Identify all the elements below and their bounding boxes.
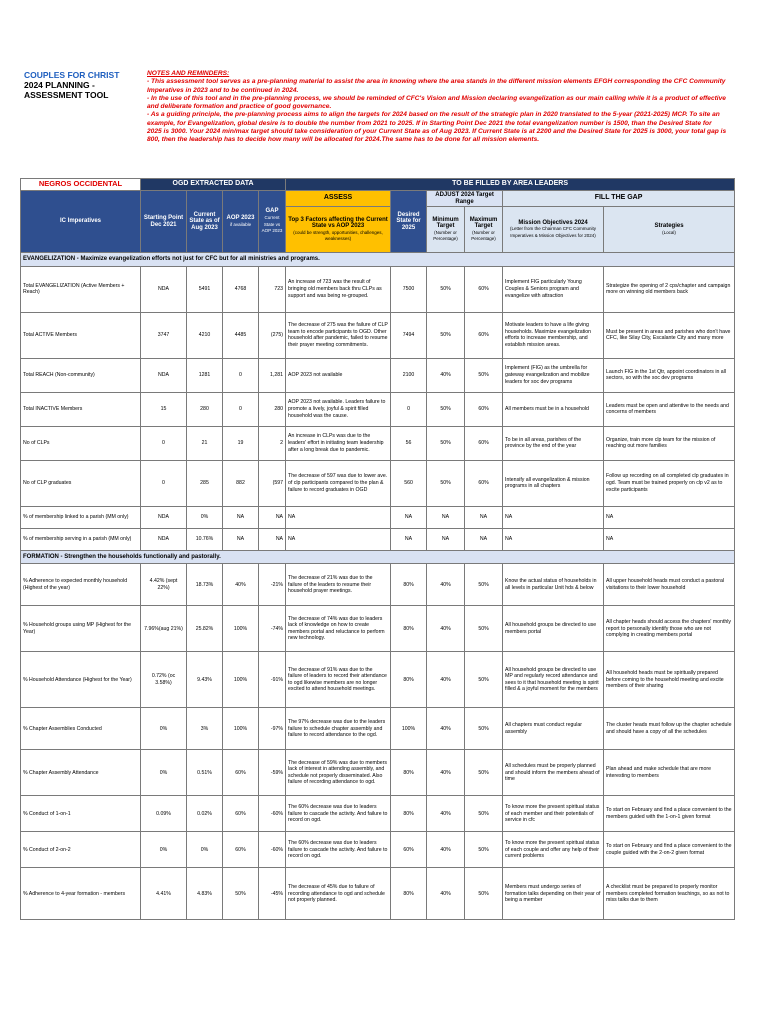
aop-cell: 60% [223,796,259,832]
table-row [21,528,735,550]
gap-cell: NA [259,528,286,550]
desired-cell: 80% [391,750,427,796]
current-cell: 0.51% [187,750,223,796]
ogd-header: OGD EXTRACTED DATA [141,179,286,191]
factors-cell: An increase in CLPs was due to the leaders' effort in initiating team leadership after a long break due to pandemic. [286,426,391,460]
aop-cell: 0 [223,358,259,392]
mission-cell: All household groups be directed to use MP and regularly record attendance and sees to it that household meeting is spirit filled & a joyful moment for the members [503,652,604,708]
aop-cell: 60% [223,750,259,796]
desired-cell: 80% [391,796,427,832]
min-cell: 40% [427,358,465,392]
ic-cell: % of membership linked to a parish (MM only) [21,506,141,528]
gap-cell: -59% [259,750,286,796]
mission-cell: All members must be in a household [503,392,604,426]
col-current: Current State as of Aug 2023 [187,191,223,253]
desired-cell: 7494 [391,312,427,358]
aop-cell: NA [223,528,259,550]
table-row [21,796,735,832]
current-cell: 0.02% [187,796,223,832]
mission-cell: Know the actual status of households in all levels in particular Unit hds & below [503,564,604,606]
mission-cell: Implement FIG particularly Young Couples & Seniors program and evangelize with attraction [503,266,604,312]
max-cell: NA [465,528,503,550]
max-cell: 60% [465,426,503,460]
min-cell: NA [427,506,465,528]
adjust-header: ADJUST 2024 Target Range [427,191,503,207]
desired-cell: NA [391,506,427,528]
assessment-table [20,178,735,920]
ic-cell: % Conduct of 2-on-2 [21,832,141,868]
ic-cell: Total INACTIVE Members [21,392,141,426]
table-row [21,832,735,868]
col-desired: Desired State for 2025 [391,191,427,253]
aop-cell: 100% [223,708,259,750]
assess-header: ASSESS [286,191,391,207]
note-item: - As a guiding principle, the pre-planning process aims to align the targets for 2024 based on the result of the strategic plan in 2020 translated to the 5-year (2021-2025) MCP. To site an example, for Evangelization, global desire is to double the number from 2021 to 2025. If in Starting Point Dec 2021 the total evangelization number is 1500, than the Desired State for 2025 is 3000. Your 2024 min/max target should take consideration of your Current State as of Aug 2023. If Current State is at 2200 and the Desired State for 2025 is 3000, your total gap is 800, then the leadership has to decide how many will be allocated for 2024.The same has to be done for all mission elements. [147,111,727,144]
start-cell: 0% [141,832,187,868]
aop-cell: 60% [223,832,259,868]
max-cell: 50% [465,832,503,868]
note-item: - This assessment tool serves as a pre-planning material to assist the area in knowing where the area stands in the different mission elements EFGH corresponding the CFC Community Imperatives in 2023 and to be continued in 2024. [147,78,726,94]
ic-cell: % of membership serving in a parish (MM only) [21,528,141,550]
strategy-cell: Must be present in areas and parishes who don't have CFC, like Silay City, Escalante City and many more [604,312,735,358]
factors-cell: The decrease of 91% was due to the failure of leaders to record their attendance to ogd likewise members are no longer excited to attend household meetings. [286,652,391,708]
mission-cell: All schedules must be properly planned and should inform the members ahead of time [503,750,604,796]
current-cell: 9.43% [187,652,223,708]
col-gap: GAP Current State vs AOP 2023 [259,191,286,253]
mission-cell: Members must undergo series of formation talks depending on their year of being a member [503,868,604,920]
start-cell: 7.96%(aug 21%) [141,606,187,652]
strategy-cell: Strategize the opening of 2 cps/chapter and campaign more on winning old members back [604,266,735,312]
col-strategies: Strategies (Local) [604,207,735,253]
current-cell: 3% [187,708,223,750]
max-cell: 60% [465,312,503,358]
max-cell: 50% [465,708,503,750]
desired-cell: 80% [391,564,427,606]
ic-cell: Total EVANGELIZATION (Active Members + Reach) [21,266,141,312]
start-cell: NDA [141,506,187,528]
min-cell: 50% [427,392,465,426]
aop-cell: 4768 [223,266,259,312]
table-row [21,460,735,506]
strategy-cell: All chapter heads should access the chapters' monthly report to personally identify those who are not complying in creating members portal [604,606,735,652]
ic-cell: % Household groups using MP (Highest for the Year) [21,606,141,652]
current-cell: 280 [187,392,223,426]
gap-cell: -45% [259,868,286,920]
ic-cell: % Chapter Assembly Attendance [21,750,141,796]
current-cell: 0% [187,506,223,528]
strategy-cell: Organize, train more clp team for the mission of reaching out more families [604,426,735,460]
mission-cell: All chapters must conduct regular assembly [503,708,604,750]
desired-cell: 80% [391,868,427,920]
min-cell: 40% [427,832,465,868]
mission-cell: Intensify all evangelization & mission programs in all chapters [503,460,604,506]
max-cell: 50% [465,652,503,708]
current-cell: 4210 [187,312,223,358]
factors-cell: The 60% decrease was due to leaders failure to cascade the activity. And failure to record on ogd. [286,796,391,832]
desired-cell: 80% [391,606,427,652]
min-cell: 50% [427,312,465,358]
min-cell: 40% [427,708,465,750]
start-cell: 0.09% [141,796,187,832]
min-cell: 40% [427,606,465,652]
mission-cell: NA [503,506,604,528]
max-cell: 50% [465,564,503,606]
desired-cell: 56 [391,426,427,460]
min-cell: 50% [427,426,465,460]
start-cell: 4.41% [141,868,187,920]
desired-cell: NA [391,528,427,550]
header-block [24,70,144,100]
gap-cell: -60% [259,832,286,868]
current-cell: 21 [187,426,223,460]
factors-cell: The decrease of 45% due to failure of recording attendance to ogd and schedule not properly planned. [286,868,391,920]
strategy-cell: The cluster heads must follow up the chapter schedule and should have a copy of all the schedules [604,708,735,750]
gap-cell: 2 [259,426,286,460]
table-row [21,708,735,750]
desired-cell: 2100 [391,358,427,392]
ic-cell: % Household Attendance (Highest for the Year) [21,652,141,708]
section-formation: FORMATION - Strengthen the households functionally and pastorally. [21,550,735,564]
factors-cell: The 60% decrease was due to leaders failure to cascade the activity. And failure to record on ogd. [286,832,391,868]
current-cell: 25.82% [187,606,223,652]
start-cell: NDA [141,266,187,312]
table-row [21,358,735,392]
aop-cell: 19 [223,426,259,460]
ic-cell: % Adherence to 4-year formation - members [21,868,141,920]
table-row [21,606,735,652]
aop-cell: 40% [223,564,259,606]
start-cell: NDA [141,358,187,392]
table-row [21,506,735,528]
min-cell: 50% [427,266,465,312]
max-cell: 60% [465,460,503,506]
max-cell: 60% [465,266,503,312]
table-row [21,392,735,426]
col-mission: Mission Objectives 2024 (Letter from the Chairman CFC Community Imperatives & Mission Objectives for 2024) [503,207,604,253]
factors-cell: The 97% decrease was due to the leaders failure to schedule chapter assembly and failure to record attendance to the ogd. [286,708,391,750]
current-cell: 4.83% [187,868,223,920]
max-cell: 50% [465,358,503,392]
section-evangelization: EVANGELIZATION - Maximize evangelization efforts not just for CFC but for all ministries and programs. [21,253,735,267]
current-cell: 10.76% [187,528,223,550]
strategy-cell: To start on February and find a place convenient to the members guided with the 1-on-1 given format [604,796,735,832]
max-cell: NA [465,506,503,528]
col-start: Starting Point Dec 2021 [141,191,187,253]
strategy-cell: Plan ahead and make schedule that are more interesting to members [604,750,735,796]
table-row [21,652,735,708]
start-cell: 0.72% (oc 3.58%) [141,652,187,708]
start-cell: 0% [141,750,187,796]
col-min: Minimum Target (Number or Percentage) [427,207,465,253]
current-cell: 285 [187,460,223,506]
ic-cell: No of CLPs [21,426,141,460]
max-cell: 50% [465,750,503,796]
table-row [21,564,735,606]
min-cell: 40% [427,868,465,920]
factors-cell: An increase of 723 was the result of bringing old members back thru CLPs as support and was being re-grouped. [286,266,391,312]
factors-cell: NA [286,528,391,550]
desired-cell: 0 [391,392,427,426]
min-cell: 50% [427,460,465,506]
gap-cell: -91% [259,652,286,708]
table-row [21,266,735,312]
min-cell: 40% [427,564,465,606]
strategy-cell: Launch FIG in the 1st Qtr, appoint coordinators in all sectors, so with the soc dev programs [604,358,735,392]
aop-cell: NA [223,506,259,528]
factors-cell: The decrease of 59% was due to members lack of interest in attending assembly, and schedule not properly disseminated. Also failure of recording attendance to ogd. [286,750,391,796]
col-factors: Top 3 Factors affecting the Current State vs AOP 2023 (could be strength, opportunities, challenges, weaknesses) [286,207,391,253]
region-label: NEGROS OCCIDENTAL [21,179,141,191]
max-cell: 50% [465,796,503,832]
fill-gap-header: FILL THE GAP [503,191,735,207]
current-cell: 1281 [187,358,223,392]
ic-cell: No of CLP graduates [21,460,141,506]
current-cell: 18.73% [187,564,223,606]
ic-cell: Total ACTIVE Members [21,312,141,358]
table-row [21,750,735,796]
aop-cell: 882 [223,460,259,506]
start-cell: 0% [141,708,187,750]
area-header: TO BE FILLED BY AREA LEADERS [286,179,735,191]
gap-cell: 1,281 [259,358,286,392]
col-ic: IC Imperatives [21,191,141,253]
factors-cell: The decrease of 275 was the failure of CLP team to encode participants to OGD. Other household after pandemic, failed to resume their prayer meeting commitments. [286,312,391,358]
min-cell: NA [427,528,465,550]
strategy-cell: A checklist must be prepared to properly monitor members completed formation teachings, so as not to miss talks due to them [604,868,735,920]
aop-cell: 4485 [223,312,259,358]
org-name: COUPLES FOR CHRIST [24,70,120,80]
start-cell: 0 [141,426,187,460]
gap-cell: -97% [259,708,286,750]
strategy-cell: All upper household heads must conduct a pastoral visitations to their lower household [604,564,735,606]
aop-cell: 50% [223,868,259,920]
gap-cell: 280 [259,392,286,426]
factors-cell: The decrease of 74% was due to leaders lack of knowledge on how to create members portal and reluctance to perform new technology. [286,606,391,652]
current-cell: 5491 [187,266,223,312]
aop-cell: 100% [223,606,259,652]
current-cell: 0% [187,832,223,868]
desired-cell: 100% [391,708,427,750]
max-cell: 50% [465,606,503,652]
strategy-cell: To start on February and find a place convenient to the couple guided with the 2-on-2 given format [604,832,735,868]
strategy-cell: Follow up recording on all completed clp graduates in ogd. Team must be trained properly on clp v2 as to excite participants [604,460,735,506]
factors-cell: The decrease of 597 was due to lower ave. of clp participants compared to the plan & failure to record graduates in OGD [286,460,391,506]
factors-cell: NA [286,506,391,528]
factors-cell: AOP 2023 not available. Leaders failure to promote a lively, joyful & spirit filled household was the cause. [286,392,391,426]
table-row [21,868,735,920]
strategy-cell: All household heads must be spiritually prepared before coming to the household meeting and excite members of their sharing [604,652,735,708]
gap-cell: NA [259,506,286,528]
col-aop: AOP 2023 if available [223,191,259,253]
start-cell: NDA [141,528,187,550]
mission-cell: All household groups be directed to use members portal [503,606,604,652]
mission-cell: Implement (FIG) as the umbrella for gateway evangelization and mobilize leaders for soc dev programs [503,358,604,392]
gap-cell: (275) [259,312,286,358]
gap-cell: (597 [259,460,286,506]
mission-cell: To know more the present spiritual status of each member and their potentials of service in cfc [503,796,604,832]
min-cell: 40% [427,796,465,832]
aop-cell: 0 [223,392,259,426]
mission-cell: To be in all areas, parishes of the province by the end of the year [503,426,604,460]
mission-cell: NA [503,528,604,550]
strategy-cell: NA [604,528,735,550]
strategy-cell: NA [604,506,735,528]
strategy-cell: Leaders must be open and attentive to the needs and concerns of members [604,392,735,426]
desired-cell: 7500 [391,266,427,312]
factors-cell: The decrease of 21% was due to the failure of the leaders to resume their household prayer meetings. [286,564,391,606]
table-row [21,312,735,358]
gap-cell: -60% [259,796,286,832]
gap-cell: -74% [259,606,286,652]
gap-cell: -21% [259,564,286,606]
start-cell: 3747 [141,312,187,358]
notes-block [147,70,727,145]
ic-cell: % Conduct of 1-on-1 [21,796,141,832]
desired-cell: 80% [391,652,427,708]
ic-cell: % Chapter Assemblies Conducted [21,708,141,750]
notes-title: NOTES AND REMINDERS: [147,70,230,77]
start-cell: 4.42% (sept 22%) [141,564,187,606]
mission-cell: To know more the present spiritual status of each couple and offer any help of their current problems [503,832,604,868]
aop-cell: 100% [223,652,259,708]
col-max: Maximum Target (Number or Percentage) [465,207,503,253]
start-cell: 0 [141,460,187,506]
desired-cell: 60% [391,832,427,868]
gap-cell: 723 [259,266,286,312]
min-cell: 40% [427,750,465,796]
max-cell: 50% [465,868,503,920]
start-cell: 15 [141,392,187,426]
factors-cell: AOP 2023 not available [286,358,391,392]
note-item: - In the use of this tool and in the pre-planning process, we should be reminded of CFC's Vision and Mission declaring evangelization as our main calling while it is a product of effective and deliberate formation and practice of good governance. [147,94,726,111]
max-cell: 60% [465,392,503,426]
mission-cell: Motivate leaders to have a life giving households. Maximize evangelization efforts to increase membership, and establish mission areas. [503,312,604,358]
table-row [21,426,735,460]
ic-cell: Total REACH (Non-community) [21,358,141,392]
min-cell: 40% [427,652,465,708]
tool-title: 2024 PLANNING - ASSESSMENT TOOL [24,80,109,100]
ic-cell: % Adherence to expected monthly household (Highest of the year) [21,564,141,606]
desired-cell: 560 [391,460,427,506]
